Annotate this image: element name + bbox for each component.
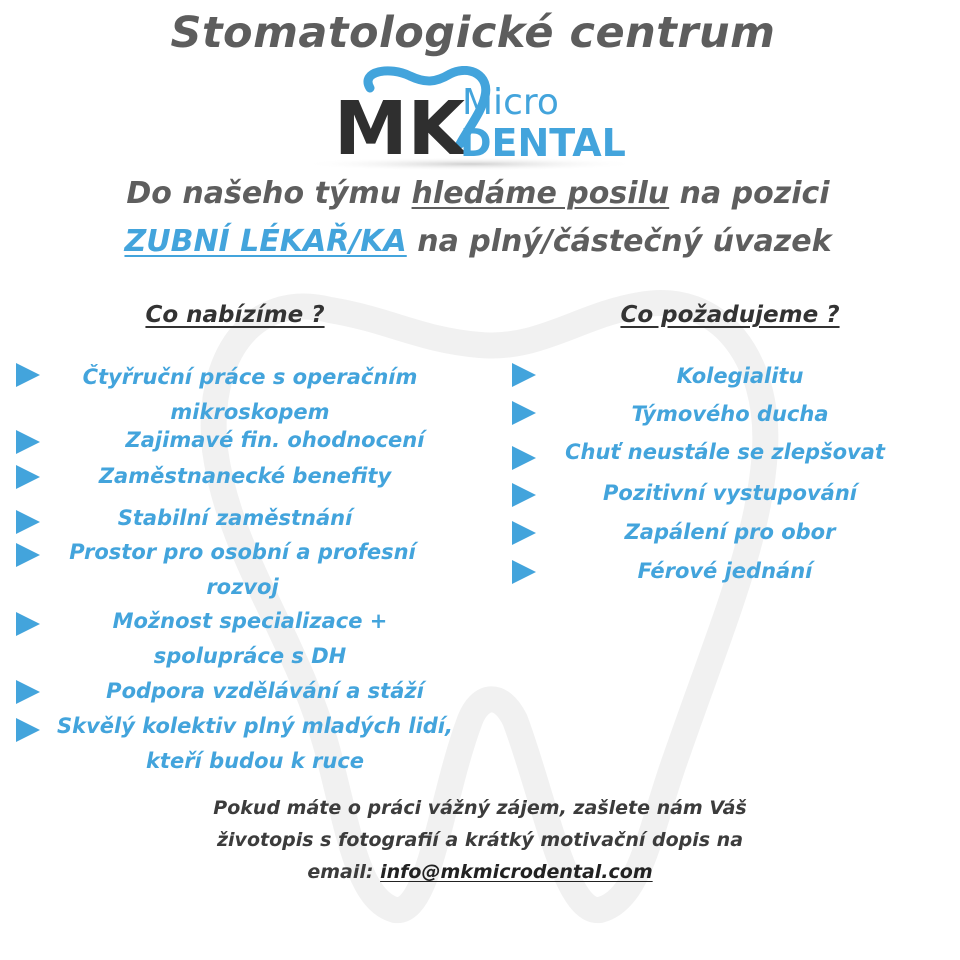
arrow-icon xyxy=(16,718,40,742)
offer-item: Zajimavé fin. ohodnocení xyxy=(125,428,425,452)
headline-position: ZUBNÍ LÉKAŘ/KA xyxy=(124,224,407,259)
logo-word-micro: Micro xyxy=(462,82,559,123)
email-label: email: xyxy=(307,861,374,883)
headline-part-2: na pozici xyxy=(679,176,830,211)
footer-line-2: životopis s fotografií a krátký motivační dopis na xyxy=(216,829,744,851)
headline-highlight: hledáme posilu xyxy=(411,176,670,211)
footer-line-1: Pokud máte o práci vážný zájem, zašlete nám Váš xyxy=(213,797,747,819)
logo-word-dental: DENTAL xyxy=(460,121,626,165)
headline-line-1 xyxy=(0,176,956,211)
requirement-item: Týmového ducha xyxy=(631,402,829,426)
mk-microdental-logo xyxy=(300,66,660,174)
headline-line-2 xyxy=(0,224,956,259)
requirement-item: Chuť neustále se zlepšovat xyxy=(565,440,885,464)
footer-text xyxy=(200,792,760,888)
arrow-icon xyxy=(512,446,536,470)
arrow-icon xyxy=(512,521,536,545)
requirement-item: Férové jednání xyxy=(637,559,813,583)
requirement-item: Pozitivní vystupování xyxy=(603,481,857,505)
arrow-icon xyxy=(512,560,536,584)
headline-part-3: na plný/částečný úvazek xyxy=(417,224,832,259)
headline-part-1: Do našeho týmu xyxy=(126,176,402,211)
offer-item: Podpora vzdělávání a stáží xyxy=(106,679,424,703)
arrow-icon xyxy=(16,510,40,534)
arrow-icon xyxy=(16,612,40,636)
page-title: Stomatologické centrum xyxy=(170,8,776,58)
requirement-item: Zapálení pro obor xyxy=(624,520,836,544)
arrow-icon xyxy=(512,401,536,425)
offer-item: Možnost specializace + spolupráce s DH xyxy=(112,609,388,668)
arrow-icon xyxy=(16,465,40,489)
arrow-icon xyxy=(16,363,40,387)
logo-initials: MK xyxy=(334,86,465,172)
offer-item: Čtyřruční práce s operačním mikroskopem xyxy=(82,365,418,424)
arrow-icon xyxy=(16,430,40,454)
footer-line-3 xyxy=(200,856,760,888)
arrow-icon xyxy=(16,680,40,704)
requirements-heading: Co požadujeme ? xyxy=(620,302,840,328)
arrow-icon xyxy=(512,363,536,387)
offer-item: Zaměstnanecké benefity xyxy=(98,464,392,488)
arrow-icon xyxy=(512,483,536,507)
arrow-icon xyxy=(16,543,40,567)
email-link[interactable]: info@mkmicrodental.com xyxy=(380,861,653,883)
offer-item: Stabilní zaměstnání xyxy=(117,506,353,530)
requirement-item: Kolegialitu xyxy=(676,364,804,388)
offer-item: Skvělý kolektiv plný mladých lidí, kteří budou k ruce xyxy=(57,714,453,773)
offer-heading: Co nabízíme ? xyxy=(145,302,325,328)
offer-item: Prostor pro osobní a profesní rozvoj xyxy=(69,540,416,599)
